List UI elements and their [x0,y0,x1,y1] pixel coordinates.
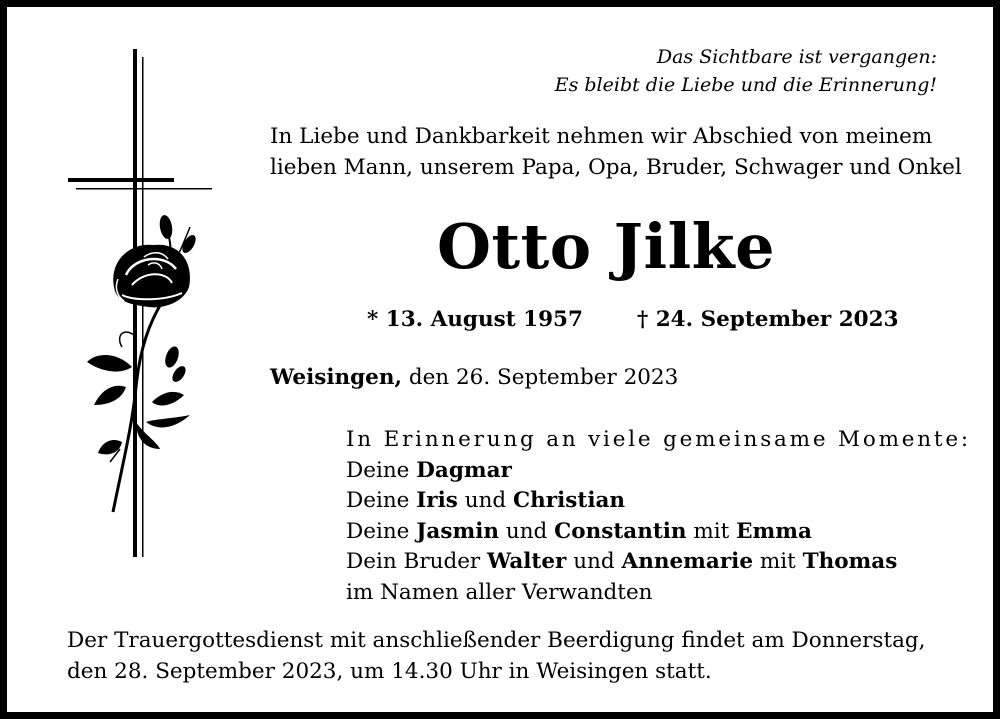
mourner-text: und [457,488,514,513]
cross-with-rose-icon [62,47,222,567]
service-info [67,625,926,687]
mourner-name: Constantin [554,518,687,544]
mourner-name: Emma [736,518,812,544]
mourner-name: Thomas [802,549,898,574]
intro-line-1: In Liebe und Dankbarkeit nehmen wir Abschied von meinem [270,124,933,149]
intro-line-2: lieben Mann, unserem Papa, Opa, Bruder, Schwager und Onkel [270,155,962,180]
mourners-lead: In Erinnerung an viele gemeinsame Momente: [346,427,971,452]
mourner-text: Deine [346,457,417,483]
service-line-1: Der Trauergottesdienst mit anschließender Beerdigung findet am Donnerstag, [67,628,926,653]
motto-line-1: Das Sichtbare ist vergangen: [656,46,937,68]
service-line-2: den 28. September 2023, um 14.30 Uhr in Weisingen statt. [67,659,712,684]
life-dates [367,307,899,332]
motto [555,43,937,99]
mourner-text: Dein Bruder [346,549,488,574]
mourner-line-2 [346,486,971,517]
mourner-text: Deine [346,518,417,544]
death-date: † 24. September 2023 [636,307,899,332]
mourner-name: Annemarie [621,549,753,574]
mourner-line-3 [346,517,971,548]
place-and-date [270,365,678,390]
mourner-text: und [566,549,622,574]
mourner-text: mit [753,549,803,574]
place-date: den 26. September 2023 [401,365,679,390]
mourner-name: Christian [513,488,626,513]
birth-date: * 13. August 1957 [367,307,583,332]
mourner-name: Dagmar [416,457,512,483]
mourner-line-5: im Namen aller Verwandten [346,579,653,605]
deceased-name: Otto Jilke [436,210,776,283]
mourner-text: und [499,518,555,544]
mourner-name: Jasmin [416,518,500,544]
mourner-name: Iris [416,488,458,513]
intro-text [270,121,962,183]
mourners-list [346,425,971,608]
mourner-text: mit [686,518,737,544]
mourner-text: Deine [346,488,417,513]
mourner-name: Walter [487,549,567,574]
place-town: Weisingen, [270,365,402,390]
mourner-line-4 [346,547,971,578]
mourner-line-1 [346,456,971,487]
motto-line-2: Es bleibt die Liebe und die Erinnerung! [554,74,937,96]
